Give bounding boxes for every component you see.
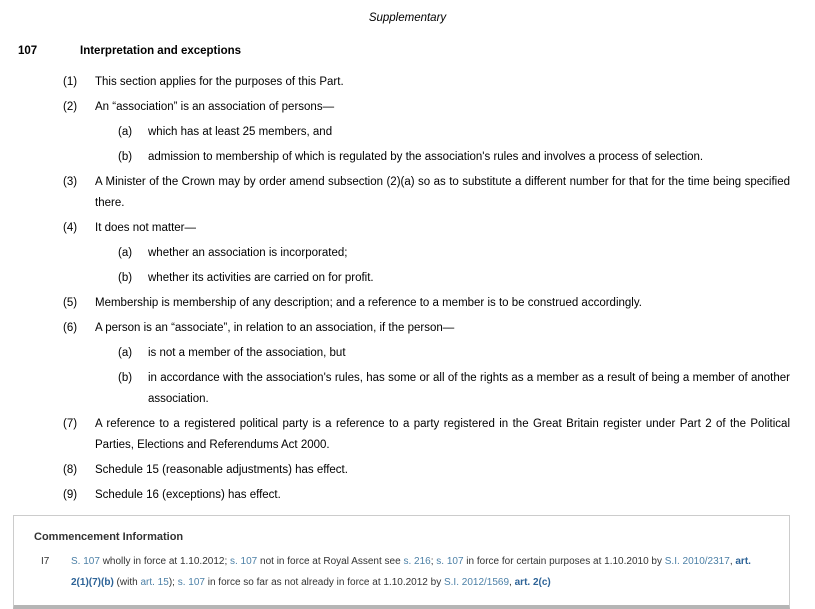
provision-text: which has at least 25 members, and bbox=[148, 126, 333, 138]
commencement-plain-text: , bbox=[729, 556, 736, 567]
provision-number: (b) bbox=[118, 272, 133, 284]
provision-text: whether its activities are carried on for profit. bbox=[148, 272, 374, 284]
provision-row bbox=[0, 460, 815, 481]
provision-text: An “association” is an association of persons— bbox=[95, 101, 335, 113]
provision-text: admission to membership of which is regulated by the association's rules and involves a process of selection. bbox=[148, 151, 704, 163]
provision-row bbox=[0, 318, 815, 339]
commencement-link[interactable]: s. 107 bbox=[436, 556, 464, 567]
provision-row bbox=[0, 147, 815, 168]
commencement-link[interactable]: s. 216 bbox=[403, 556, 431, 567]
section-number: 107 bbox=[18, 45, 38, 57]
commencement-box bbox=[13, 515, 790, 609]
provision-number: (3) bbox=[63, 176, 78, 188]
provision-number: (9) bbox=[63, 489, 78, 501]
commencement-link[interactable]: S. 107 bbox=[71, 556, 100, 567]
commencement-link[interactable]: art. 2(1)(7)(b) bbox=[71, 556, 751, 588]
commencement-plain-text: wholly in force at 1.10.2012; bbox=[99, 556, 230, 567]
provision-text: in accordance with the association's rules, has some or all of the rights as a member as a result of being a member of another association. bbox=[148, 372, 790, 405]
provision-text: Schedule 15 (reasonable adjustments) has effect. bbox=[95, 464, 348, 476]
provision-text: A reference to a registered political party is a reference to a party registered in the Great Britain register under Part 2 of the Political Parties, Elections and Referendums Act 2000. bbox=[95, 418, 790, 451]
provision-text: Schedule 16 (exceptions) has effect. bbox=[95, 489, 281, 501]
provision-row bbox=[0, 414, 815, 456]
commencement-plain-text: not in force at Royal Assent see bbox=[257, 556, 404, 567]
crossheading-supplementary: Supplementary bbox=[368, 12, 447, 24]
commencement-link[interactable]: s. 107 bbox=[177, 577, 205, 588]
commencement-plain-text: , bbox=[509, 577, 515, 588]
provision-number: (2) bbox=[63, 101, 78, 113]
provision-text: is not a member of the association, but bbox=[148, 347, 346, 359]
provision-number: (5) bbox=[63, 297, 78, 309]
provision-row bbox=[0, 268, 815, 289]
provision-row bbox=[0, 368, 815, 410]
provision-text: whether an association is incorporated; bbox=[148, 247, 348, 259]
provision-text: A person is an “associate”, in relation to an association, if the person— bbox=[95, 322, 455, 334]
provision-row bbox=[0, 243, 815, 264]
commencement-ref: I7 bbox=[41, 556, 50, 567]
commencement-plain-text: ; bbox=[430, 556, 437, 567]
provision-row bbox=[0, 97, 815, 118]
provision-row bbox=[0, 293, 815, 314]
provision-text: Membership is membership of any description; and a reference to a member is to be construed accordingly. bbox=[95, 297, 642, 309]
provision-row bbox=[0, 172, 815, 214]
commencement-row bbox=[34, 551, 769, 593]
provision-number: (1) bbox=[63, 76, 78, 88]
provision-row bbox=[0, 122, 815, 143]
provision-row bbox=[0, 72, 815, 93]
section-heading bbox=[0, 41, 815, 62]
provision-row bbox=[0, 485, 815, 506]
provision-number: (8) bbox=[63, 464, 78, 476]
commencement-link[interactable]: art. 2(c) bbox=[514, 577, 551, 588]
commencement-title: Commencement Information bbox=[34, 531, 184, 543]
provision-number: (a) bbox=[118, 247, 133, 259]
provision-number: (b) bbox=[118, 372, 133, 384]
provision-number: (7) bbox=[63, 418, 78, 430]
commencement-plain-text: ); bbox=[168, 577, 178, 588]
provision-number: (6) bbox=[63, 322, 78, 334]
provision-text: A Minister of the Crown may by order amend subsection (2)(a) so as to substitute a different number for that for the time being specified there. bbox=[95, 176, 790, 209]
commencement-link[interactable]: s. 107 bbox=[230, 556, 258, 567]
commencement-plain-text: in force so far as not already in force at 1.10.2012 by bbox=[204, 577, 444, 588]
commencement-link[interactable]: art. 15 bbox=[140, 577, 169, 588]
provision-text: It does not matter— bbox=[95, 222, 196, 234]
provision-number: (b) bbox=[118, 151, 133, 163]
provisions bbox=[0, 72, 815, 506]
commencement-link[interactable]: S.I. 2012/1569 bbox=[443, 577, 510, 588]
provision-number: (a) bbox=[118, 347, 133, 359]
provision-row bbox=[0, 218, 815, 239]
commencement-link[interactable]: S.I. 2010/2317 bbox=[664, 556, 730, 567]
commencement-plain-text: (with bbox=[113, 577, 141, 588]
commencement-text bbox=[71, 551, 769, 593]
provision-number: (a) bbox=[118, 126, 133, 138]
section-title: Interpretation and exceptions bbox=[80, 45, 242, 57]
commencement-plain-text: in force for certain purposes at 1.10.2010 by bbox=[463, 556, 665, 567]
provision-number: (4) bbox=[63, 222, 78, 234]
provision-row bbox=[0, 343, 815, 364]
provision-text: This section applies for the purposes of this Part. bbox=[95, 76, 344, 88]
